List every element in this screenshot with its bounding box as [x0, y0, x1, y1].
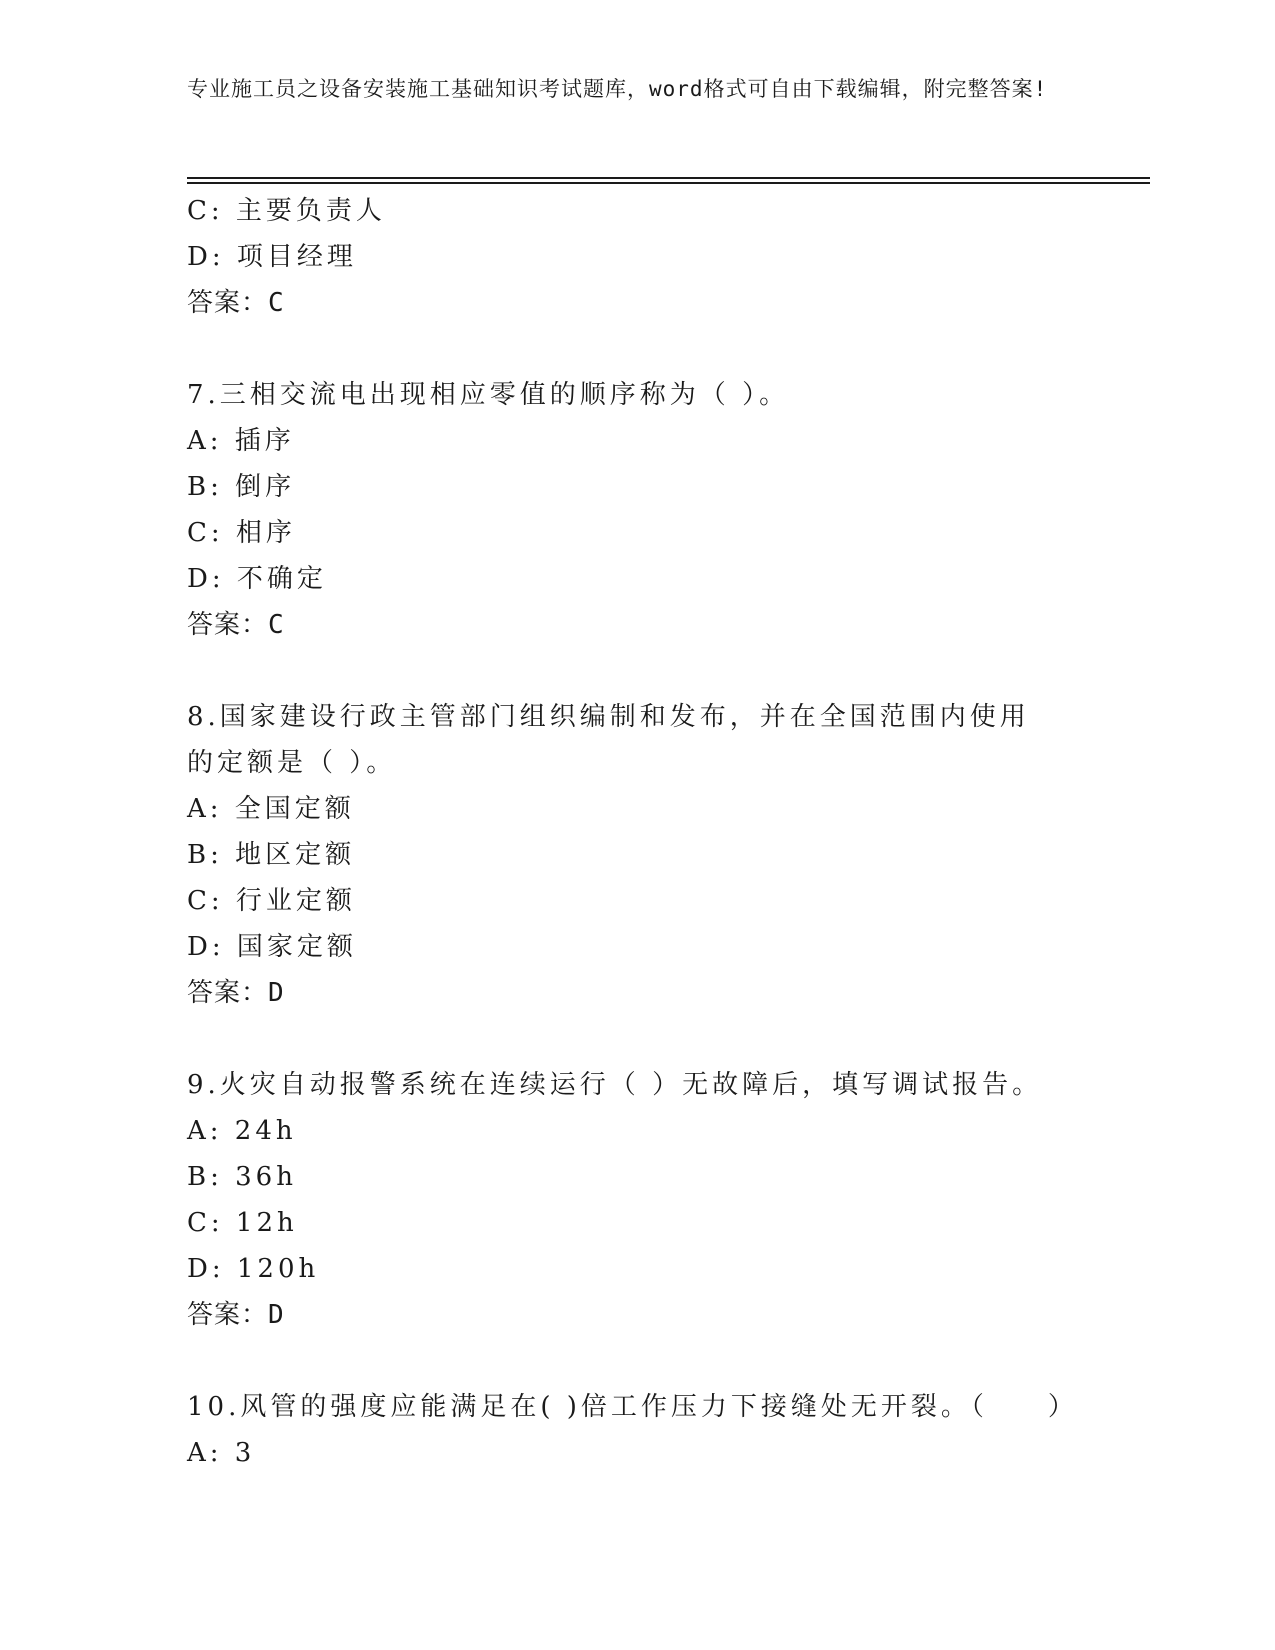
- question-list: [187, 188, 1087, 1476]
- option-d: D: 不确定: [187, 564, 327, 594]
- option-d: D: 120h: [187, 1254, 320, 1284]
- answer-line: 答案：C: [187, 610, 285, 640]
- option-a: A: 插序: [187, 426, 295, 456]
- question-8: [187, 694, 1087, 1016]
- answer-line: 答案：C: [187, 288, 285, 318]
- question-9: [187, 1062, 1087, 1338]
- question-10: [187, 1384, 1087, 1476]
- option-a: A: 24h: [187, 1116, 297, 1146]
- answer-line: 答案：D: [187, 978, 285, 1008]
- option-d: D: 国家定额: [187, 932, 357, 962]
- option-d: D: 项目经理: [187, 242, 357, 272]
- option-c: C: 行业定额: [187, 886, 356, 916]
- header-divider-bottom: [187, 182, 1150, 184]
- option-c: C: 主要负责人: [187, 196, 386, 226]
- option-b: B: 地区定额: [187, 840, 356, 870]
- option-a: A: 3: [187, 1438, 256, 1468]
- option-b: B: 36h: [187, 1162, 297, 1192]
- option-b: B: 倒序: [187, 472, 296, 502]
- question-text: 10.风管的强度应能满足在( )倍工作压力下接缝处无开裂。（ ）: [187, 1392, 1078, 1422]
- question-text: 8.国家建设行政主管部门组织编制和发布，并在全国范围内使用的定额是（ ）。: [187, 702, 1030, 778]
- header-divider-top: [187, 177, 1150, 179]
- option-c: C: 12h: [187, 1208, 298, 1238]
- question-text: 7.三相交流电出现相应零值的顺序称为（ ）。: [187, 380, 790, 410]
- document-header: 专业施工员之设备安装施工基础知识考试题库，word格式可自由下载编辑，附完整答案!: [187, 77, 1048, 101]
- question-6-continued: [187, 188, 1087, 326]
- option-a: A: 全国定额: [187, 794, 355, 824]
- answer-line: 答案：D: [187, 1300, 285, 1330]
- option-c: C: 相序: [187, 518, 296, 548]
- question-7: [187, 372, 1087, 648]
- question-text: 9.火灾自动报警系统在连续运行（ ）无故障后，填写调试报告。: [187, 1070, 1043, 1100]
